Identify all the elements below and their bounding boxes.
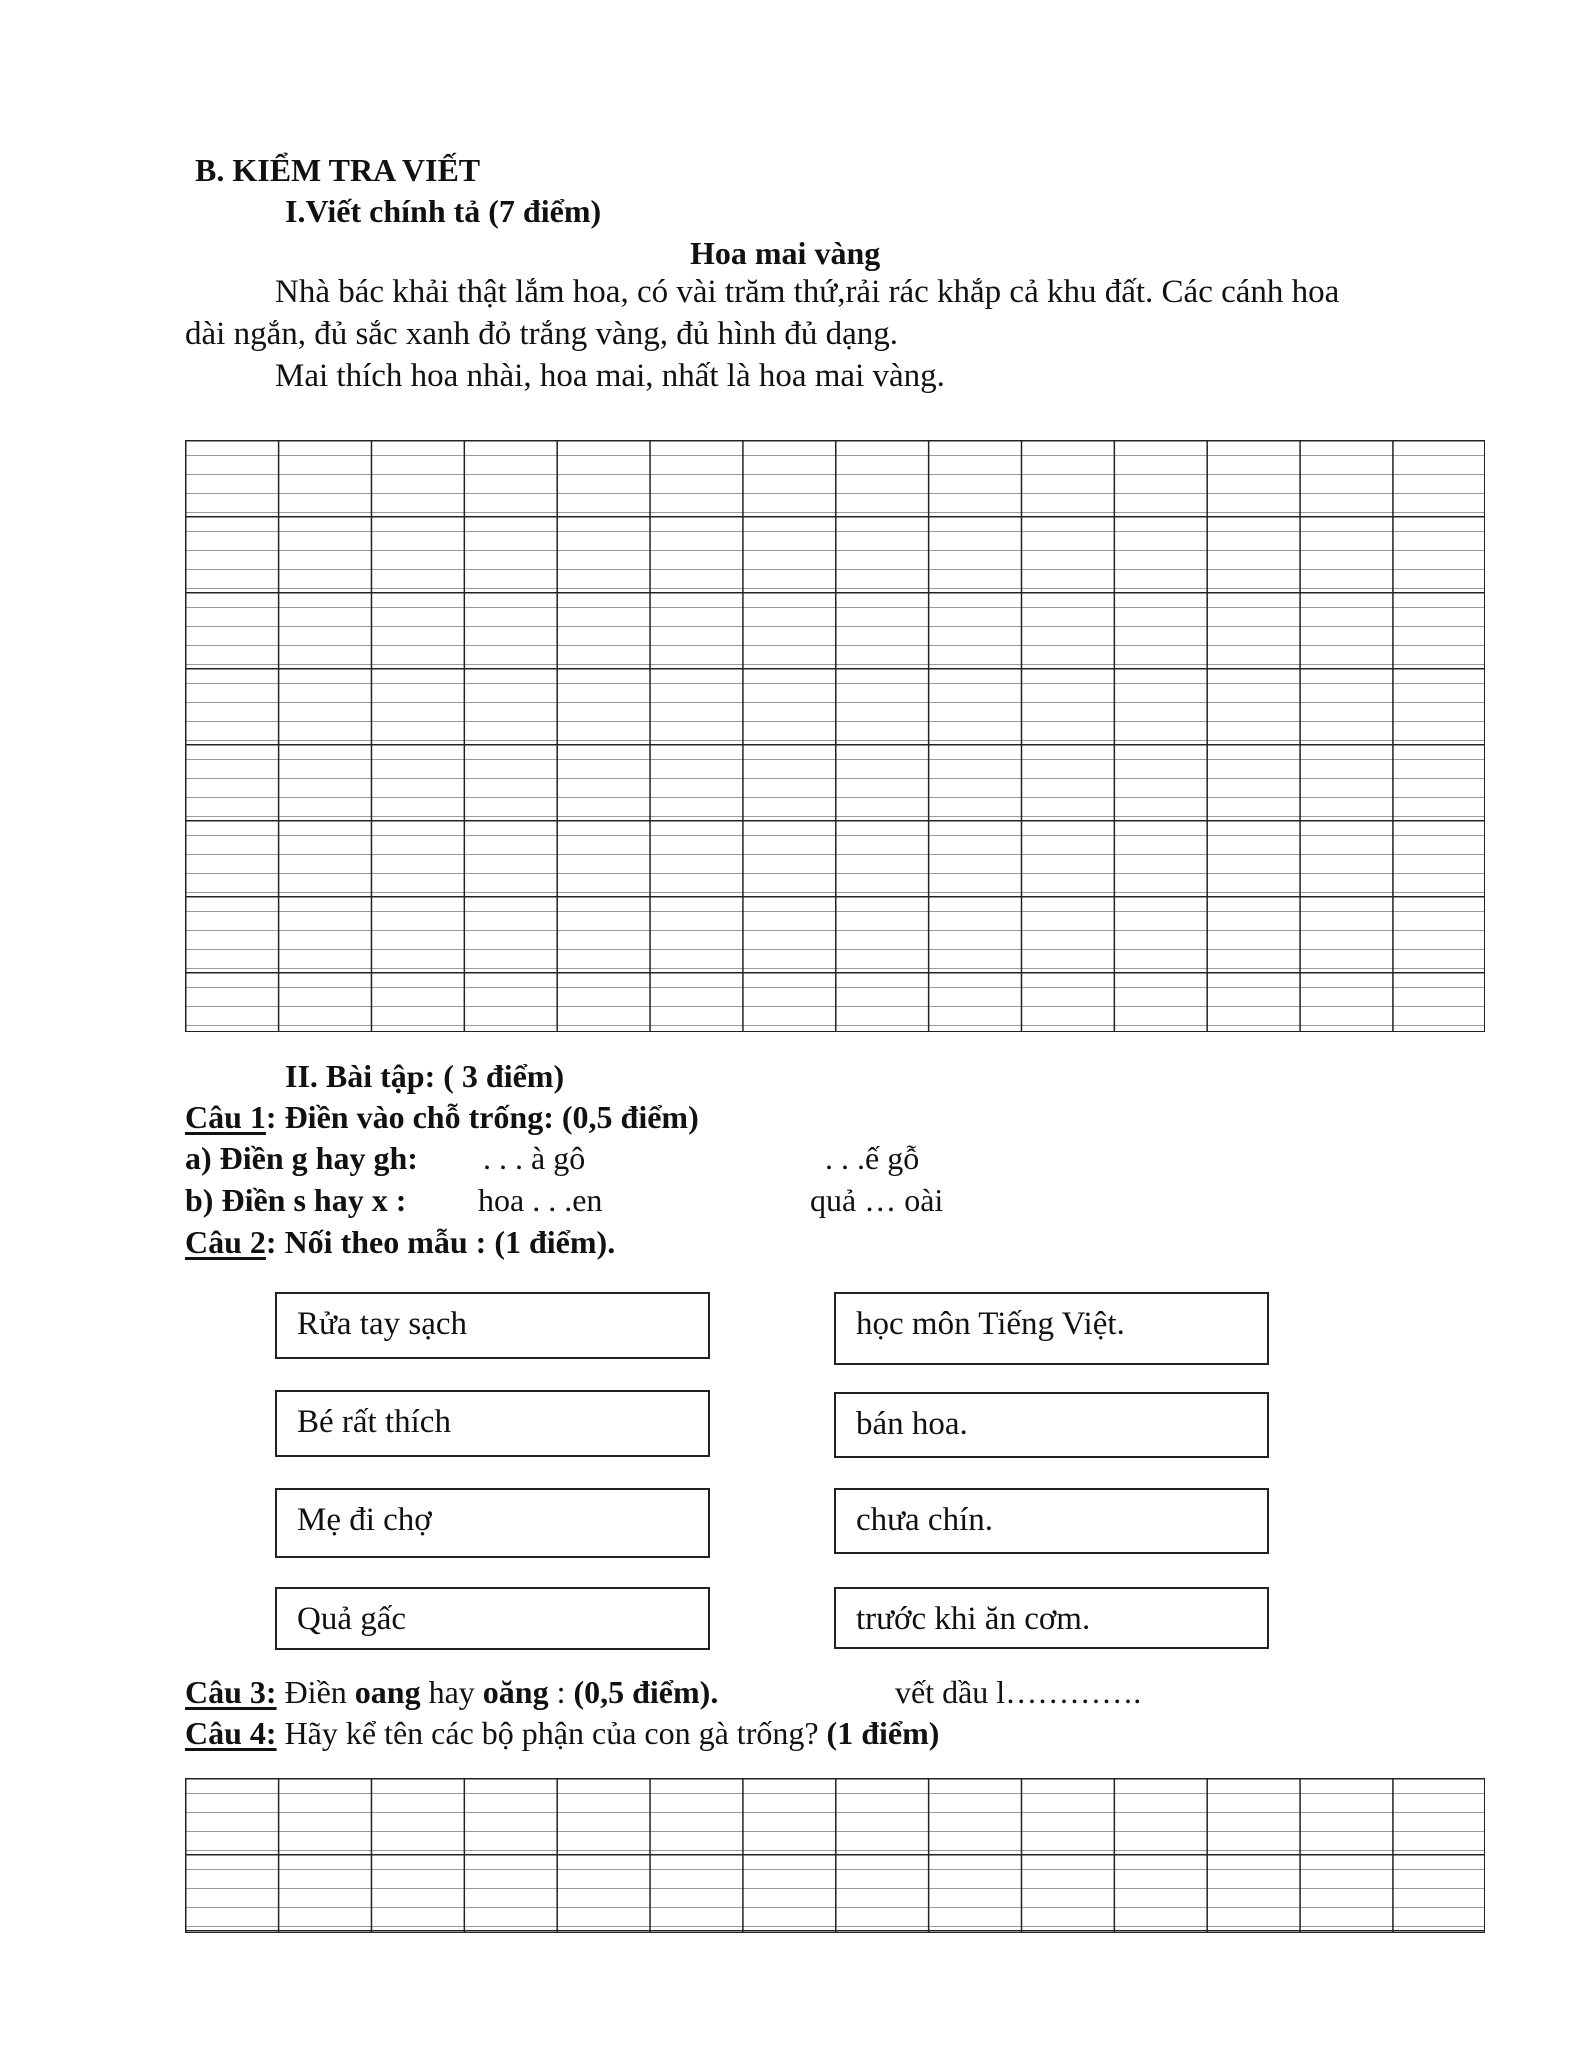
question-3-word-oang: oang (354, 1674, 421, 1710)
question-2 (185, 1222, 615, 1262)
section-title: B. KIỂM TRA VIẾT (195, 152, 481, 188)
question-3-item: vết dầu l…………. (895, 1674, 1142, 1710)
match-left-3[interactable]: Mẹ đi chợ (275, 1488, 710, 1558)
match-left-4[interactable]: Quả gấc (275, 1587, 710, 1650)
question-2-text: : Nối theo mẫu : (1 điểm). (265, 1224, 616, 1260)
question-4-points: (1 điểm) (826, 1715, 940, 1751)
question-1a-item-2: . . .ế gỗ (825, 1140, 920, 1176)
question-3-points: (0,5 điểm). (573, 1674, 719, 1710)
question-3-text-3: : (548, 1674, 574, 1710)
question-3-label: Câu 3: (185, 1674, 277, 1710)
writing-grid-dictation[interactable] (185, 440, 1485, 1032)
question-1b-item-2: quả … oài (810, 1182, 944, 1218)
question-3-text-2: hay (420, 1674, 483, 1710)
question-1-label: Câu 1 (185, 1099, 266, 1135)
question-4-text: Hãy kể tên các bộ phận của con gà trống? (276, 1715, 827, 1751)
dictation-line-2: dài ngắn, đủ sắc xanh đỏ trắng vàng, đủ hình đủ dạng. (185, 316, 899, 352)
match-right-2[interactable]: bán hoa. (834, 1392, 1269, 1458)
question-1a-item-1: . . . à gô (483, 1140, 586, 1176)
match-left-1[interactable]: Rửa tay sạch (275, 1292, 710, 1359)
dictation-line-1: Nhà bác khải thật lắm hoa, có vài trăm thứ,rải rác khắp cả khu đất. Các cánh hoa (275, 274, 1340, 310)
question-2-label: Câu 2 (185, 1224, 266, 1260)
question-1b-item-1: hoa . . .en (478, 1182, 603, 1218)
match-left-2[interactable]: Bé rất thích (275, 1390, 710, 1457)
question-3-text-1: Điền (276, 1674, 355, 1710)
question-1a-label: a) Điền g hay gh: (185, 1140, 418, 1176)
match-right-3[interactable]: chưa chín. (834, 1488, 1269, 1554)
dictation-line-3: Mai thích hoa nhài, hoa mai, nhất là hoa mai vàng. (275, 358, 945, 394)
question-4-label: Câu 4: (185, 1715, 277, 1751)
writing-grid-question-4[interactable] (185, 1778, 1485, 1933)
match-right-1[interactable]: học môn Tiếng Việt. (834, 1292, 1269, 1365)
question-1b-label: b) Điền s hay x : (185, 1182, 407, 1218)
question-3 (185, 1672, 718, 1712)
match-right-4[interactable]: trước khi ăn cơm. (834, 1587, 1269, 1649)
dictation-title: Hoa mai vàng (690, 235, 881, 271)
question-4 (185, 1713, 939, 1753)
question-1 (185, 1097, 699, 1137)
question-1-text: : Điền vào chỗ trống: (0,5 điểm) (265, 1099, 699, 1135)
part-1-heading: I.Viết chính tả (7 điểm) (285, 193, 602, 229)
question-3-word-oang-2: oăng (482, 1674, 549, 1710)
part-2-heading: II. Bài tập: ( 3 điểm) (285, 1058, 565, 1094)
